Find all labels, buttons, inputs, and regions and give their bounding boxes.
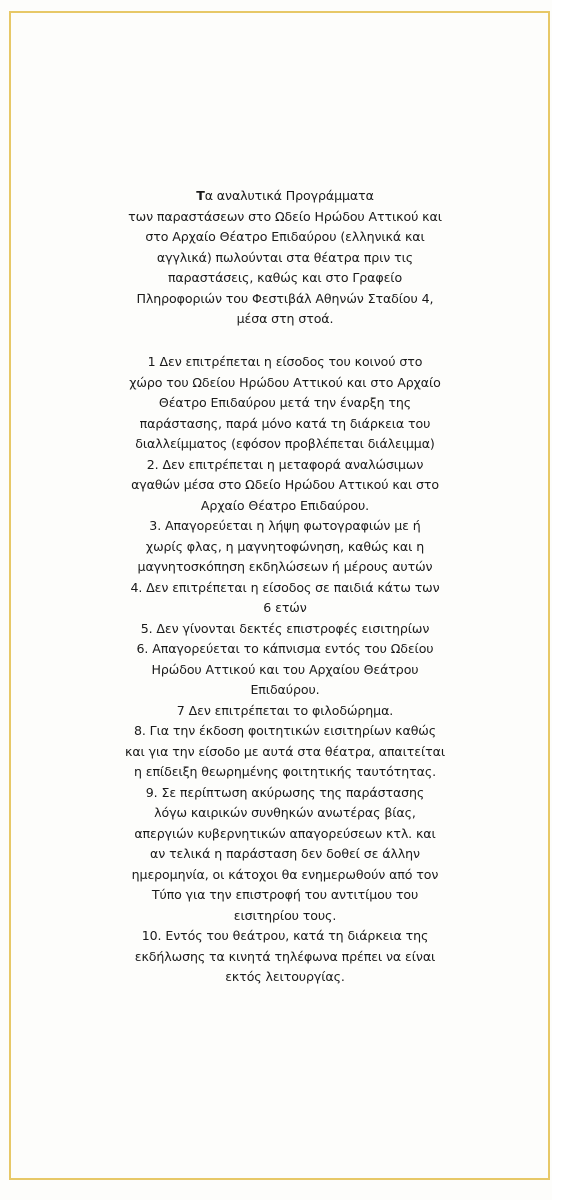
- intro-line: Τα αναλυτικά Προγράμματα: [196, 188, 374, 203]
- rule-line: ημερομηνία, οι κάτοχοι θα ενημερωθούν από τον: [131, 866, 439, 882]
- rule-line: διαλλείμματος (εφόσον προβλέπεται διάλειμμα): [135, 436, 435, 451]
- rule-line: αν τελικά η παράσταση δεν δοθεί σε άλλην: [150, 846, 420, 861]
- rule-line: Επιδαύρου.: [250, 682, 320, 697]
- intro-line: αγγλικά) πωλούνται στα θέατρα πριν τις: [156, 249, 414, 265]
- rule-line: Αρχαίο Θέατρο Επιδαύρου.: [200, 497, 370, 513]
- rule-line: 6. Απαγορεύεται το κάπνισμα εντός του Ωδείου: [136, 641, 434, 656]
- page-edge: [552, 0, 570, 1200]
- rule-line: 4. Δεν επιτρέπεται η είσοδος σε παιδιά κάτω των: [130, 579, 440, 595]
- rule-line: 2. Δεν επιτρέπεται η μεταφορά αναλώσιμων: [146, 456, 424, 472]
- rule-line: 6 ετών: [263, 600, 307, 615]
- rule-line: και για την είσοδο με αυτά στα θέατρα, απαιτείται: [125, 743, 445, 759]
- rule-line: αγαθών μέσα στο Ωδείο Ηρώδου Αττικού και στο: [131, 477, 439, 492]
- intro-line: Πληροφοριών του Φεστιβάλ Αθηνών Σταδίου 4,: [136, 290, 434, 306]
- intro-line: των παραστάσεων στο Ωδείο Ηρώδου Αττικού και: [128, 208, 442, 224]
- rule-line: εκτός λειτουργίας.: [225, 969, 345, 984]
- rule-line: εισιτηρίου τους.: [233, 907, 337, 923]
- rule-line: απεργιών κυβερνητικών απαγορεύσεων κτλ. και: [134, 825, 436, 841]
- rule-line: εκδήλωσης τα κινητά τηλέφωνα πρέπει να είναι: [134, 948, 436, 964]
- rule-line: 9. Σε περίπτωση ακύρωσης της παράστασης: [145, 784, 425, 800]
- rule-line: η επίδειξη θεωρημένης φοιτητικής ταυτότητας.: [133, 764, 437, 779]
- rule-line: χώρο του Ωδείου Ηρώδου Αττικού και στο Αρχαίο: [129, 374, 441, 390]
- rule-line: 3. Απαγορεύεται η λήψη φωτογραφιών με ή: [149, 518, 421, 533]
- rule-line: 10. Εντός του θεάτρου, κατά τη διάρκεια της: [141, 928, 429, 943]
- intro-line: παραστάσεις, καθώς και στο Γραφείο: [167, 270, 403, 285]
- rules-list: [120, 352, 450, 988]
- intro-line: μέσα στη στοά.: [236, 311, 334, 326]
- rule-line: 5. Δεν γίνονται δεκτές επιστροφές εισιτηρίων: [140, 620, 430, 636]
- rule-line: χωρίς φλας, η μαγνητοφώνηση, καθώς και η: [145, 538, 425, 554]
- rule-line: λόγω καιρικών συνθηκών ανωτέρας βίας,: [154, 805, 416, 820]
- intro-line: στο Αρχαίο Θέατρο Επιδαύρου (ελληνικά και: [145, 229, 425, 244]
- rule-line: Ηρώδου Αττικού και του Αρχαίου Θεάτρου: [151, 661, 419, 677]
- rule-line: 8. Για την έκδοση φοιτητικών εισιτηρίων καθώς: [133, 723, 437, 738]
- intro-first-letter: Τ: [196, 188, 205, 203]
- rule-line: Θέατρο Επιδαύρου μετά την έναρξη της: [158, 395, 412, 410]
- rule-line: Τύπο για την επιστροφή του αντιτίμου του: [151, 887, 419, 902]
- intro-paragraph: [120, 186, 450, 330]
- rule-line: 7 Δεν επιτρέπεται το φιλοδώρημα.: [176, 702, 394, 718]
- rule-line: 1 Δεν επιτρέπεται η είσοδος του κοινού στο: [147, 354, 423, 369]
- rule-line: μαγνητοσκόπηση εκδηλώσεων ή μέρους αυτών: [137, 559, 433, 574]
- rule-line: παράστασης, παρά μόνο κατά τη διάρκεια του: [139, 415, 431, 431]
